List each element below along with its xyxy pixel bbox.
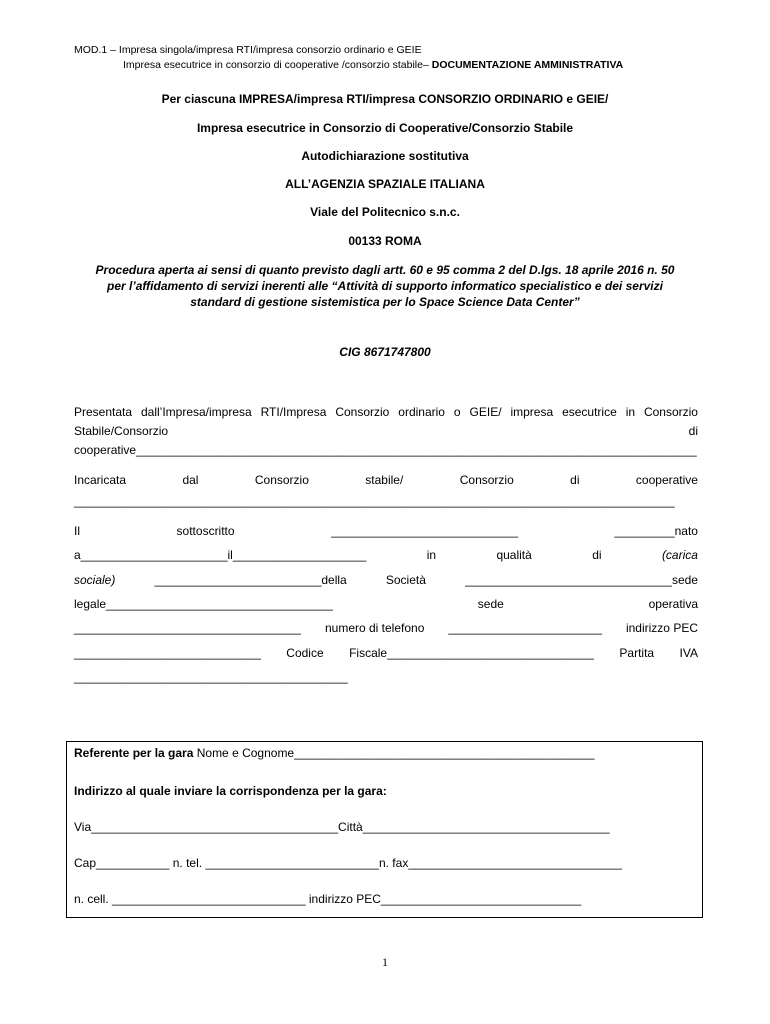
sottoscritto-row [74,524,698,538]
word: Consorzio [459,473,514,487]
word: di [570,473,580,487]
nato-field[interactable]: _________nato [614,524,698,538]
pec-field[interactable]: ____________________________ [74,646,261,660]
word: dal [182,473,199,487]
carica-field[interactable]: _________________________della [154,573,347,587]
word: Società [385,573,426,587]
title-city: 00133 ROMA [348,234,422,248]
word: cooperative [635,473,698,487]
procedure-line-3: standard di gestione sistemistica per lo Space Science Data Center” [190,295,580,309]
luogo-data-field[interactable]: a______________________il____________________ [74,548,367,562]
word: Consorzio [335,405,390,419]
sociale-row [74,573,698,587]
title-address: Viale del Politecnico s.n.c. [310,205,460,219]
word: di [592,548,602,562]
indirizzo-corrispondenza-label: Indirizzo al quale inviare la corrispondenza per la gara: [74,784,387,798]
stabile-row [74,424,698,438]
word: (carica [661,548,698,562]
word: indirizzo PEC [625,621,698,635]
word: qualità [496,548,532,562]
word: sede [477,597,504,611]
legale-row [74,597,698,611]
header-doc-type: DOCUMENTAZIONE AMMINISTRATIVA [431,59,624,71]
procedure-line-2: per l’affidamento di servizi inerenti alle “Attività di supporto informatico specialistico e dei servizi [107,279,663,293]
cap-tel-fax-field[interactable]: Cap___________ n. tel. __________________________n. fax________________________________ [74,856,622,870]
carica-label: sociale) [74,573,116,587]
word: o [453,405,461,419]
referente-row [74,746,594,760]
word: Incaricata [74,473,127,487]
word: Il [74,524,80,538]
header-line-1: MOD.1 – Impresa singola/impresa RTI/impresa consorzio ordinario e GEIE [74,44,422,56]
word: di [688,424,698,438]
fiscale-row [74,646,698,660]
cig-code: CIG 8671747800 [339,345,431,359]
telefono-row [74,621,698,635]
partita-iva-field[interactable]: _________________________________________ [74,670,348,684]
incaricata-row [74,473,698,487]
presentata-row [74,405,698,419]
word: RTI/Impresa [260,405,327,419]
title-impresa: Per ciascuna IMPRESA/impresa RTI/impresa CONSORZIO ORDINARIO e GEIE/ [161,92,609,106]
word: impresa [510,405,554,419]
word: Partita [619,646,655,660]
word: Codice [286,646,324,660]
sede-operativa-field[interactable]: __________________________________ [74,621,301,635]
word: numero di telefono [324,621,425,635]
title-recipient: ALL’AGENZIA SPAZIALE ITALIANA [285,177,485,191]
nato-row [74,548,698,562]
codice-fiscale-field[interactable]: Fiscale_______________________________ [349,646,594,660]
word: esecutrice [562,405,617,419]
title-consorzio: Impresa esecutrice in Consorzio di Cooperative/Consorzio Stabile [196,121,574,135]
procedure-line-1: Procedura aperta ai sensi di quanto previsto dagli artt. 60 e 95 comma 2 del D.lgs. 18 aprile 2016 n. 50 [95,263,675,277]
telefono-field[interactable]: _______________________ [448,621,602,635]
word: IVA [679,646,698,660]
word: in [426,548,437,562]
word: sottoscritto [176,524,235,538]
word: in [625,405,636,419]
word: operativa [648,597,698,611]
title-autodichiarazione: Autodichiarazione sostitutiva [301,149,469,163]
word: ordinario [398,405,445,419]
nome-cognome-field[interactable]: Nome e Cognome_____________________________________________ [193,746,595,760]
referente-label: Referente per la gara [74,746,194,760]
via-citta-field[interactable]: Via_____________________________________Città_____________________________________ [74,820,610,834]
stabile-label: Stabile/Consorzio [74,424,169,438]
incaricata-field[interactable]: __________________________________________________________________________________________ [74,494,675,508]
sede-legale-field[interactable]: legale__________________________________ [74,597,333,611]
societa-field[interactable]: _______________________________sede [465,573,698,587]
word: dall’Impresa/impresa [140,405,252,419]
word: Consorzio [643,405,698,419]
cooperative-field[interactable]: cooperative____________________________________________________________________________________ [74,443,697,457]
word: Consorzio [254,473,309,487]
header-line-2 [123,59,623,71]
word: GEIE/ [469,405,502,419]
page-number: 1 [382,955,388,969]
header-line-2-text: Impresa esecutrice in consorzio di cooperative /consorzio stabile– [123,59,432,71]
cell-pec-field[interactable]: n. cell. _____________________________ indirizzo PEC______________________________ [74,892,582,906]
sottoscritto-field[interactable]: ____________________________ [331,524,518,538]
word: Presentata [74,405,133,419]
word: stabile/ [365,473,404,487]
